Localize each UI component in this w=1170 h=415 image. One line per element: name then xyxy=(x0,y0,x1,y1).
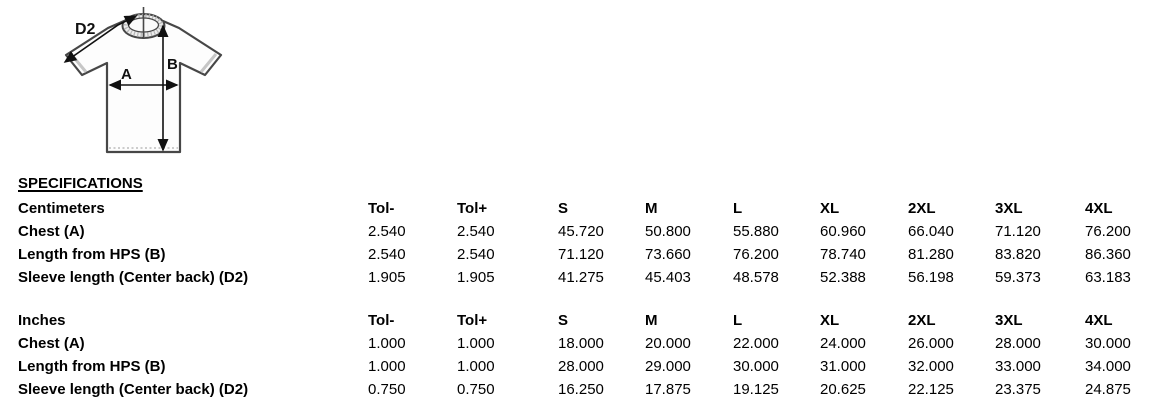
measurement-value: 23.375 xyxy=(995,381,1041,398)
column-header-row xyxy=(18,197,1170,220)
measurement-value: 86.360 xyxy=(1085,246,1131,263)
column-header: Tol+ xyxy=(457,312,488,329)
measurement-value: 2.540 xyxy=(457,246,495,263)
measurement-value: 20.625 xyxy=(820,381,866,398)
section-spacer xyxy=(18,289,1170,309)
column-header: Tol- xyxy=(368,200,395,217)
measurement-value: 83.820 xyxy=(995,246,1041,263)
measurement-value: 45.720 xyxy=(558,223,604,240)
measurement-value: 28.000 xyxy=(558,358,604,375)
measurement-value: 76.200 xyxy=(733,246,779,263)
measurement-value: 71.120 xyxy=(558,246,604,263)
measurement-value: 24.000 xyxy=(820,335,866,352)
measurement-value: 30.000 xyxy=(1085,335,1131,352)
measurement-value: 1.000 xyxy=(457,358,495,375)
measurement-value: 1.905 xyxy=(457,269,495,286)
measurement-value: 19.125 xyxy=(733,381,779,398)
measurement-value: 17.875 xyxy=(645,381,691,398)
measurement-value: 1.000 xyxy=(457,335,495,352)
measurement-value: 55.880 xyxy=(733,223,779,240)
measurement-value: 1.000 xyxy=(368,358,406,375)
column-header: L xyxy=(733,200,743,217)
column-header: XL xyxy=(820,200,840,217)
measurement-value: 30.000 xyxy=(733,358,779,375)
specifications-section xyxy=(18,174,1170,401)
column-header: 4XL xyxy=(1085,200,1113,217)
measurement-row xyxy=(18,220,1170,243)
measurement-value: 50.800 xyxy=(645,223,691,240)
spec-table xyxy=(18,197,1170,401)
measurement-value: 31.000 xyxy=(820,358,866,375)
measurement-value: 0.750 xyxy=(368,381,406,398)
measurement-value: 2.540 xyxy=(368,223,406,240)
measurement-value: 28.000 xyxy=(995,335,1041,352)
measurement-value: 29.000 xyxy=(645,358,691,375)
measurement-value: 33.000 xyxy=(995,358,1041,375)
measurement-label: Length from HPS (B) xyxy=(18,358,166,375)
column-header: S xyxy=(558,200,569,217)
measurement-value: 63.183 xyxy=(1085,269,1131,286)
measurement-value: 34.000 xyxy=(1085,358,1131,375)
column-header: 2XL xyxy=(908,200,936,217)
unit-label: Inches xyxy=(18,312,66,329)
measurement-value: 76.200 xyxy=(1085,223,1131,240)
measurement-row xyxy=(18,332,1170,355)
measurement-value: 2.540 xyxy=(368,246,406,263)
column-header: XL xyxy=(820,312,840,329)
tshirt-outline xyxy=(66,21,221,152)
column-header: M xyxy=(645,312,658,329)
measurement-value: 0.750 xyxy=(457,381,495,398)
column-header: 4XL xyxy=(1085,312,1113,329)
measurement-value: 41.275 xyxy=(558,269,604,286)
b-label: B xyxy=(167,56,178,73)
column-header: Tol- xyxy=(368,312,395,329)
measurement-row xyxy=(18,355,1170,378)
a-label: A xyxy=(121,66,132,83)
measurement-value: 16.250 xyxy=(558,381,604,398)
measurement-value: 20.000 xyxy=(645,335,691,352)
unit-label: Centimeters xyxy=(18,200,105,217)
measurement-label: Chest (A) xyxy=(18,335,85,352)
spec-table-body xyxy=(18,197,1170,401)
measurement-value: 59.373 xyxy=(995,269,1041,286)
column-header: 3XL xyxy=(995,200,1023,217)
column-header: 2XL xyxy=(908,312,936,329)
column-header: Tol+ xyxy=(457,200,488,217)
d2-label: D2 xyxy=(75,21,96,38)
measurement-value: 81.280 xyxy=(908,246,954,263)
measurement-row xyxy=(18,378,1170,401)
measurement-value: 1.000 xyxy=(368,335,406,352)
section-spacer-cell xyxy=(18,289,1170,309)
measurement-value: 2.540 xyxy=(457,223,495,240)
measurement-value: 1.905 xyxy=(368,269,406,286)
measurement-row xyxy=(18,266,1170,289)
measurement-value: 48.578 xyxy=(733,269,779,286)
measurement-value: 22.125 xyxy=(908,381,954,398)
tshirt-measurement-diagram xyxy=(20,5,226,165)
measurement-value: 45.403 xyxy=(645,269,691,286)
measurement-value: 66.040 xyxy=(908,223,954,240)
measurement-label: Sleeve length (Center back) (D2) xyxy=(18,381,249,398)
measurement-label: Length from HPS (B) xyxy=(18,246,166,263)
measurement-value: 56.198 xyxy=(908,269,954,286)
tshirt-diagram-svg xyxy=(20,5,226,165)
column-header: M xyxy=(645,200,658,217)
specifications-title: SPECIFICATIONS xyxy=(18,175,143,192)
measurement-value: 32.000 xyxy=(908,358,954,375)
measurement-value: 24.875 xyxy=(1085,381,1131,398)
measurement-value: 60.960 xyxy=(820,223,866,240)
measurement-value: 71.120 xyxy=(995,223,1041,240)
measurement-value: 52.388 xyxy=(820,269,866,286)
column-header: 3XL xyxy=(995,312,1023,329)
measurement-row xyxy=(18,243,1170,266)
measurement-value: 26.000 xyxy=(908,335,954,352)
measurement-label: Sleeve length (Center back) (D2) xyxy=(18,269,249,286)
column-header-row xyxy=(18,309,1170,332)
column-header: L xyxy=(733,312,743,329)
measurement-label: Chest (A) xyxy=(18,223,85,240)
measurement-value: 22.000 xyxy=(733,335,779,352)
measurement-value: 73.660 xyxy=(645,246,691,263)
column-header: S xyxy=(558,312,569,329)
measurement-value: 78.740 xyxy=(820,246,866,263)
measurement-value: 18.000 xyxy=(558,335,604,352)
